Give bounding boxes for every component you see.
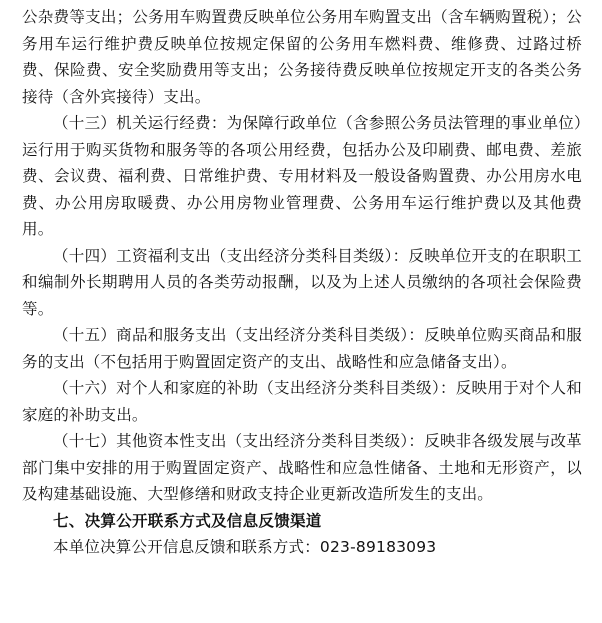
paragraph-item-15-goods-services: （十五）商品和服务支出（支出经济分类科目类级）：反映单位购买商品和服务的支出（不包括用于购置固定资产的支出、战略性和应急储备支出）。 [22, 326, 582, 371]
paragraph-item-16-individual-subsidy: （十六）对个人和家庭的补助（支出经济分类科目类级）：反映用于对个人和家庭的补助支出。 [22, 379, 582, 424]
paragraph-item-14-wage-welfare: （十四）工资福利支出（支出经济分类科目类级）：反映单位开支的在职职工和编制外长期聘用人员的各类劳动报酬，以及为上述人员缴纳的各项社会保险费等。 [22, 246, 582, 318]
paragraph-item-13-operating-funds: （十三）机关运行经费：为保障行政单位（含参照公务员法管理的事业单位）运行用于购买货物和服务等的各项公用经费，包括办公及印刷费、邮电费、差旅费、会议费、福利费、日常维护费、专用材料及一般设备购置费、办公用房水电费、办公用房取暖费、办公用房物业管理费、公务用车运行维护费以及其他费用。 [22, 114, 582, 238]
document-page [22, 4, 582, 561]
contact-line: 本单位决算公开信息反馈和联系方式：023-89183093 [53, 538, 437, 556]
paragraph-public-vehicle-expenses: 公杂费等支出；公务用车购置费反映单位公务用车购置支出（含车辆购置税）；公务用车运行维护费反映单位按规定保留的公务用车燃料费、维修费、过路过桥费、保险费、安全奖励费用等支出；公务接待费反映单位按规定开支的各类公务接待（含外宾接待）支出。 [22, 8, 582, 106]
paragraph-item-17-other-capital: （十七）其他资本性支出（支出经济分类科目类级）：反映非各级发展与改革部门集中安排的用于购置固定资产、战略性和应急性储备、土地和无形资产，以及构建基础设施、大型修缮和财政支持企业更新改造所发生的支出。 [22, 432, 582, 503]
section-heading-contact: 七、决算公开联系方式及信息反馈渠道 [53, 511, 322, 530]
